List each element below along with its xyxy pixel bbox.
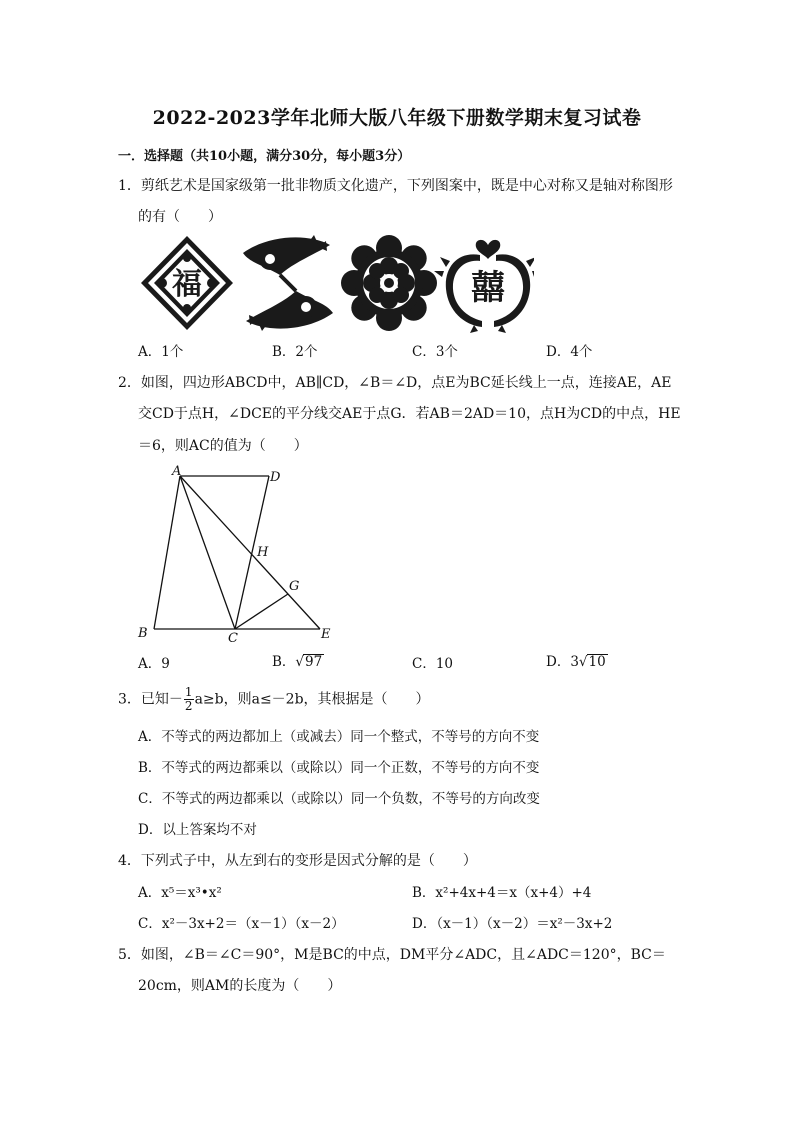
q4-stem: 4．下列式子中，从左到右的变形是因式分解的是（ ） bbox=[118, 853, 477, 869]
q2-stem-line2: 交CD于点H，∠DCE的平分线交AE于点G．若AB＝2AD＝10，点H为CD的中点，HE bbox=[138, 406, 681, 422]
q2-option-d-prefix: D．3 bbox=[546, 654, 579, 670]
q1-option-a: A．1个 bbox=[138, 344, 184, 360]
q2-option-b-prefix: B． bbox=[272, 654, 296, 670]
label-g: G bbox=[289, 579, 300, 594]
q5-stem-line1: 5．如图，∠B＝∠C＝90°，M是BC的中点，DM平分∠ADC，且∠ADC＝120°，BC＝ bbox=[118, 947, 666, 963]
segment-ab bbox=[154, 476, 180, 629]
q3-stem-prefix: 3．已知－ bbox=[118, 691, 183, 708]
label-a: A bbox=[172, 464, 182, 479]
q2-option-b-radicand: 97 bbox=[305, 654, 323, 670]
label-c: C bbox=[228, 631, 238, 646]
q3-option-c: C．不等式的两边都乘以（或除以）同一个负数，不等号的方向改变 bbox=[138, 791, 540, 807]
q3-option-a: A．不等式的两边都加上（或减去）同一个整式，不等号的方向不变 bbox=[138, 729, 540, 745]
q3-stem bbox=[118, 686, 430, 713]
q2-option-a: A．9 bbox=[138, 656, 170, 672]
paper-cut-flower-figure bbox=[341, 235, 437, 331]
q1-stem-line1: 1．剪纸艺术是国家级第一批非物质文化遗产，下列图案中，既是中心对称又是轴对称图形 bbox=[118, 178, 673, 194]
q2-stem-line1: 2．如图，四边形ABCD中，AB∥CD，∠B＝∠D，点E为BC延长线上一点，连接AE，AE bbox=[118, 375, 672, 391]
q3-fraction bbox=[184, 686, 194, 713]
section-heading: 一．选择题（共10小题，满分30分，每小题3分） bbox=[118, 149, 411, 164]
double-happiness-character: 囍 bbox=[471, 268, 505, 308]
q4-option-a: A．x⁵＝x³•x² bbox=[138, 885, 222, 901]
q3-fraction-denominator: 2 bbox=[184, 699, 193, 713]
page-title: 2022-2023学年北师大版八年级下册数学期末复习试卷 bbox=[152, 107, 642, 129]
sqrt-symbol: √ bbox=[295, 654, 305, 670]
label-h: H bbox=[257, 545, 269, 560]
q1-option-c: C．3个 bbox=[412, 344, 458, 360]
label-b: B bbox=[138, 626, 148, 641]
q2-option-c: C．10 bbox=[412, 656, 454, 672]
q3-fraction-numerator: 1 bbox=[184, 685, 193, 699]
q4-option-c: C．x²－3x+2＝（x－1）（x－2） bbox=[138, 916, 345, 932]
q4-option-d: D．（x－1）（x－2）＝x²－3x+2 bbox=[412, 916, 613, 932]
segment-cg bbox=[235, 594, 288, 629]
q2-geometry-figure bbox=[136, 462, 336, 646]
segment-ac bbox=[180, 476, 235, 629]
fu-character: 福 bbox=[172, 267, 202, 302]
q3-option-d: D．以上答案均不对 bbox=[138, 822, 257, 838]
label-e: E bbox=[321, 627, 331, 642]
q2-option-d bbox=[546, 653, 608, 671]
q2-option-d-radicand: 10 bbox=[588, 654, 606, 670]
paper-cut-fish-figure bbox=[243, 235, 333, 331]
q3-stem-rest: a≥b，则a≤－2b，其根据是（ ） bbox=[194, 691, 430, 708]
sqrt-symbol: √ bbox=[578, 654, 588, 670]
q2-option-b bbox=[272, 653, 324, 671]
label-d: D bbox=[270, 470, 281, 485]
paper-cut-fu-figure bbox=[141, 236, 233, 330]
paper-cut-double-happiness-figure bbox=[434, 240, 534, 333]
q1-option-d: D．4个 bbox=[546, 344, 593, 360]
segment-ae bbox=[180, 476, 320, 629]
q1-paper-cut-figures bbox=[138, 233, 534, 333]
q4-option-b: B．x²+4x+4＝x（x+4）+4 bbox=[412, 885, 592, 901]
q5-stem-line2: 20cm，则AM的长度为（ ） bbox=[138, 978, 342, 994]
q1-stem-line2: 的有（ ） bbox=[138, 209, 222, 225]
q1-option-b: B．2个 bbox=[272, 344, 318, 360]
q3-option-b: B．不等式的两边都乘以（或除以）同一个正数，不等号的方向不变 bbox=[138, 760, 540, 776]
q2-stem-line3: ＝6，则AC的值为（ ） bbox=[138, 438, 308, 454]
